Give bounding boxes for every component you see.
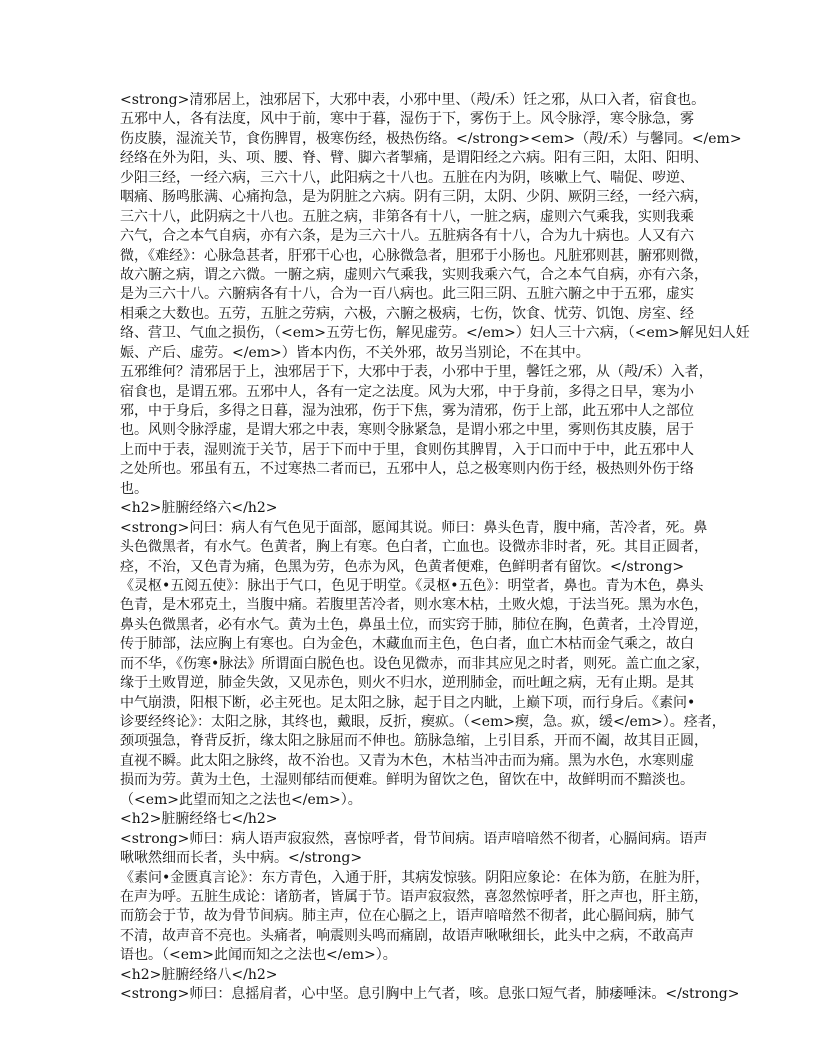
text-line: 缘于土败胃逆，肺金失敛，又见赤色，则火不归水，逆刑肺金，而吐衄之病，无有止期。是其: [120, 675, 694, 692]
text-line: <strong>师曰：病人语声寂寂然，喜惊呼者，骨节间病。语声喑喑然不彻者，心膈间病。语声: [120, 830, 708, 847]
text-line: <strong>问曰：病人有气色见于面部，愿闻其说。师曰：鼻头色青，腹中痛，苦冷者，死。鼻: [120, 519, 708, 536]
text-line: 《灵枢•五阅五使》：脉出于气口，色见于明堂。《灵枢•五色》：明堂者，鼻也。青为木色，鼻头: [120, 577, 704, 594]
text-line: 语也。（<em>此闻而知之之法也</em>）。: [120, 947, 397, 964]
text-line: 损而为劳。黄为土色，土湿则郁结而便难。鲜明为留饮之色，留饮在中，故鲜明而不黯淡也。: [120, 772, 694, 789]
text-line: <strong>清邪居上，浊邪居下，大邪中表，小邪中里、（殸/禾）饪之邪，从口入者，宿食也。: [120, 92, 706, 108]
text-line: 色青，是木邪克土，当腹中痛。若腹里苦冷者，则水寒木枯，土败火熄，于法当死。黑为水色，: [120, 597, 708, 614]
text-line: 之处所也。邪虽有五，不过寒热二者而已，五邪中人，总之极寒则内伤于经，极热则外伤于络: [120, 461, 694, 478]
text-line: 不清，故声音不亮也。头痛者，响震则头鸣而痛剧，故语声啾啾细长，此头中之病，不敢高声: [120, 927, 694, 944]
text-line: 也。风则令脉浮虚，是谓大邪之中表，寒则令脉紧急，是谓小邪之中里，雾则伤其皮腠，居于: [120, 422, 694, 439]
text-line: 上而中于表，湿则流于关节，居于下而中于里，食则伤其脾胃，入于口而中于中，此五邪中人: [120, 441, 694, 458]
section-heading: <h2>脏腑经络八</h2>: [120, 966, 278, 983]
section-heading: <h2>脏腑经络六</h2>: [120, 500, 278, 517]
text-line: <strong>师曰：息摇肩者，心中坚。息引胸中上气者，咳。息张口短气者，肺痿唾沫。</strong>: [120, 986, 740, 1003]
text-line: 伤皮腠，湿流关节，食伤脾胃，极寒伤经，极热伤络。</strong><em>（殸/禾）与馨同。</em>: [120, 130, 742, 147]
text-line: 而不华，《伤寒•脉法》所谓面白脱色也。设色见微赤，而非其应见之时者，则死。盖亡血之家，: [120, 655, 710, 672]
text-line: 诊要经终论》：太阳之脉，其终也，戴眼，反折，瘈疭。（<em>瘈，急。疭，缓</em>）。痉者，: [120, 714, 726, 730]
text-line: 是为三六十八。六腑病各有十八，合为一百八病也。此三阳三阴、五脏六腑之中于五邪，虚实: [120, 286, 694, 303]
text-line: 直视不瞬。此太阳之脉终，故不治也。又青为木色，木枯当冲击而为痛。黑为水色，水寒则虚: [120, 752, 694, 769]
text-line: 相乘之大数也。五劳，五脏之劳病，六极，六腑之极病，七伤，饮食、忧劳、饥饱、房室、经: [120, 305, 694, 322]
text-line: 络、营卫、气血之损伤，（<em>五劳七伤，解见虚劳。</em>）妇人三十六病，（<em>解见妇人妊: [120, 325, 750, 342]
text-line: 痉，不治，又色青为痛，色黑为劳，色赤为风，色黄者便难，色鲜明者有留饮。</strong>: [120, 558, 685, 575]
text-line: 啾啾然细而长者，头中病。</strong>: [120, 850, 363, 867]
text-line: 五邪维何？清邪居于上，浊邪居于下，大邪中于表，小邪中于里，馨饪之邪，从（殸/禾）入者，: [120, 364, 713, 381]
text-line: 咽痛、肠鸣胀满、心痛拘急，是为阴脏之六病。阴有三阴，太阴、少阴、厥阴三经，一经六病，: [120, 189, 708, 206]
text-line: 五邪中人，各有法度，风中于前，寒中于暮，湿伤于下，雾伤于上。风令脉浮，寒令脉急，雾: [120, 111, 694, 128]
text-line: 也。: [120, 480, 148, 497]
text-line: 在声为呼。五脏生成论：诸筋者，皆属于节。语声寂寂然，喜忽然惊呼者，肝之声也，肝主筋，: [120, 888, 708, 905]
text-line: 鼻头色微黑者，必有水气。黄为土色，鼻虽土位，而实窍于肺，肺位在胸，色黄者，土冷胃逆，: [120, 616, 708, 633]
text-line: 邪，中于身后，多得之日暮，湿为浊邪，伤于下焦，雾为清邪，伤于上部，此五邪中人之部位: [120, 403, 694, 419]
text-line: 宿食也，是谓五邪。五邪中人，各有一定之法度。风为大邪，中于身前，多得之日早，寒为小: [120, 383, 694, 400]
text-line: 六气，合之本气自病，亦有六条，是为三六十八。五脏病各有十八，合为九十病也。人又有六: [120, 228, 694, 245]
section-heading: <h2>脏腑经络七</h2>: [120, 811, 278, 828]
text-line: 而筋会于节，故为骨节间病。肺主声，位在心膈之上，语声喑喑然不彻者，此心膈间病，肺气: [120, 908, 694, 925]
text-line: （<em>此望而知之之法也</em>）。: [120, 791, 362, 808]
text-line: 三六十八，此阴病之十八也。五脏之病，非第各有十八，一脏之病，虚则六气乘我，实则我乘: [120, 208, 694, 225]
text-line: 《素问•金匮真言论》：东方青色，入通于肝，其病发惊骇。阴阳应象论：在体为筋，在脏为肝，: [120, 869, 710, 886]
text-line: 中气崩溃，阳根下断，必主死也。足太阳之脉，起于目之内眦，上巅下项，而行身后。《素问•: [120, 694, 696, 711]
text-line: 颈项强急，脊背反折，缘太阳之脉屈而不伸也。筋脉急缩，上引目系，开而不阖，故其目正圆，: [120, 733, 708, 750]
document-page: [120, 91, 750, 1005]
text-line: 传于肺部，法应胸上有寒也。白为金色，木藏血而主色，色白者，血亡木枯而金气乘之，故白: [120, 636, 694, 653]
text-line: 娠、产后、虚劳。</em>）皆本内伤，不关外邪，故另当别论，不在其中。: [120, 344, 590, 361]
text-line: 经络在外为阳，头、项、腰、脊、臂、脚六者掣痛，是谓阳经之六病。阳有三阳，太阳、阳明、: [120, 150, 708, 167]
text-line: 故六腑之病，谓之六微。一腑之病，虚则六气乘我，实则我乘六气，合之本气自病，亦有六条，: [120, 266, 708, 283]
text-line: 微，《难经》：心脉急甚者，肝邪干心也，心脉微急者，胆邪于小肠也。凡脏邪则甚，腑邪则微，: [120, 247, 708, 264]
text-line: 少阳三经，一经六病，三六十八，此阳病之十八也。五脏在内为阴，咳嗽上气、喘促、哕逆、: [120, 169, 694, 186]
text-line: 头色微黑者，有水气。色黄者，胸上有寒。色白者，亡血也。设微赤非时者，死。其目正圆者，: [120, 539, 708, 556]
